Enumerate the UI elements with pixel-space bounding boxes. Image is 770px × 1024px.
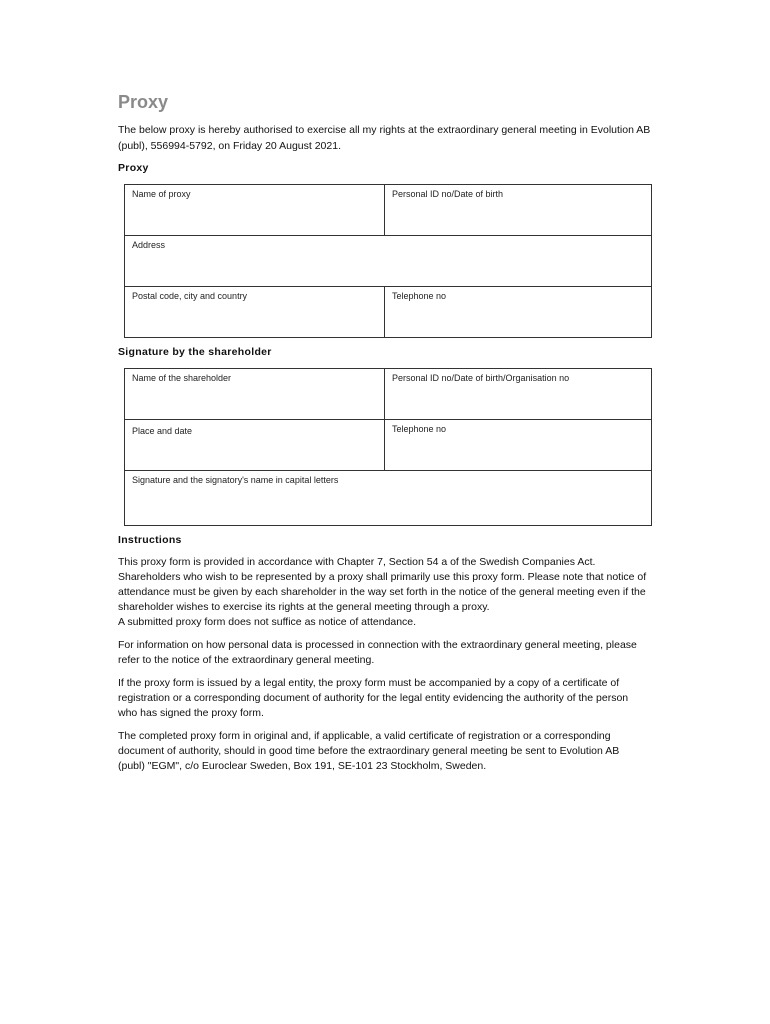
shareholder-telephone-field[interactable]: Telephone no (392, 424, 447, 434)
shareholder-personal-id-field[interactable]: Personal ID no/Date of birth/Organisation no (392, 373, 570, 383)
signature-table (124, 368, 652, 526)
signature-row-name (125, 369, 651, 420)
proxy-section-heading: Proxy (118, 162, 149, 174)
signature-row-place (125, 420, 651, 471)
signature-row-signature (125, 471, 651, 525)
instructions-paragraph-1b: A submitted proxy form does not suffice as notice of attendance. (118, 616, 417, 628)
signature-field[interactable]: Signature and the signatory's name in capital letters (132, 475, 339, 485)
signature-section-heading: Signature by the shareholder (118, 346, 272, 358)
proxy-telephone-field[interactable]: Telephone no (392, 291, 447, 301)
proxy-row-postal (125, 287, 651, 337)
proxy-personal-id-field[interactable]: Personal ID no/Date of birth (392, 189, 504, 199)
instructions-heading: Instructions (118, 534, 182, 546)
proxy-row-name (125, 185, 651, 236)
instructions-paragraph-2: For information on how personal data is processed in connection with the extraordinary general meeting, please refer to the notice of the extraordinary general meeting. (118, 639, 637, 666)
name-of-proxy-field[interactable]: Name of proxy (125, 185, 385, 235)
instructions-block (118, 534, 648, 782)
proxy-table (124, 184, 652, 338)
page-title: Proxy (118, 92, 169, 112)
shareholder-name-field[interactable]: Name of the shareholder (125, 369, 385, 419)
instructions-paragraph-1: This proxy form is provided in accordance with Chapter 7, Section 54 a of the Swedish Companies Act. Shareholders who wish to be represented by a proxy shall primarily use this proxy form. Please note that notice of attendance must be given by each shareholder in the way set forth in the notice of the general meeting even if the shareholder wishes to exercise its rights at the general meeting through a proxy. (118, 556, 647, 613)
place-and-date-field[interactable]: Place and date (125, 420, 385, 470)
intro-text: The below proxy is hereby authorised to exercise all my rights at the extraordinary general meeting in Evolution AB (publ), 556994-5792, on Friday 20 August 2021. (118, 124, 651, 152)
instructions-paragraph-3: If the proxy form is issued by a legal entity, the proxy form must be accompanied by a copy of a certificate of registration or a corresponding document of authority for the legal entity evidencing the authority of the person who has signed the proxy form. (118, 677, 629, 719)
instructions-paragraph-4: The completed proxy form in original and, if applicable, a valid certificate of registration or a corresponding document of authority, should in good time before the extraordinary general meeting be sent to Evolution AB (publ) "EGM", c/o Euroclear Sweden, Box 191, SE-101 23 Stockholm, Sweden. (118, 730, 620, 772)
proxy-row-address (125, 236, 651, 287)
proxy-postal-code-field[interactable]: Postal code, city and country (125, 287, 385, 337)
proxy-address-field[interactable]: Address (132, 240, 166, 250)
